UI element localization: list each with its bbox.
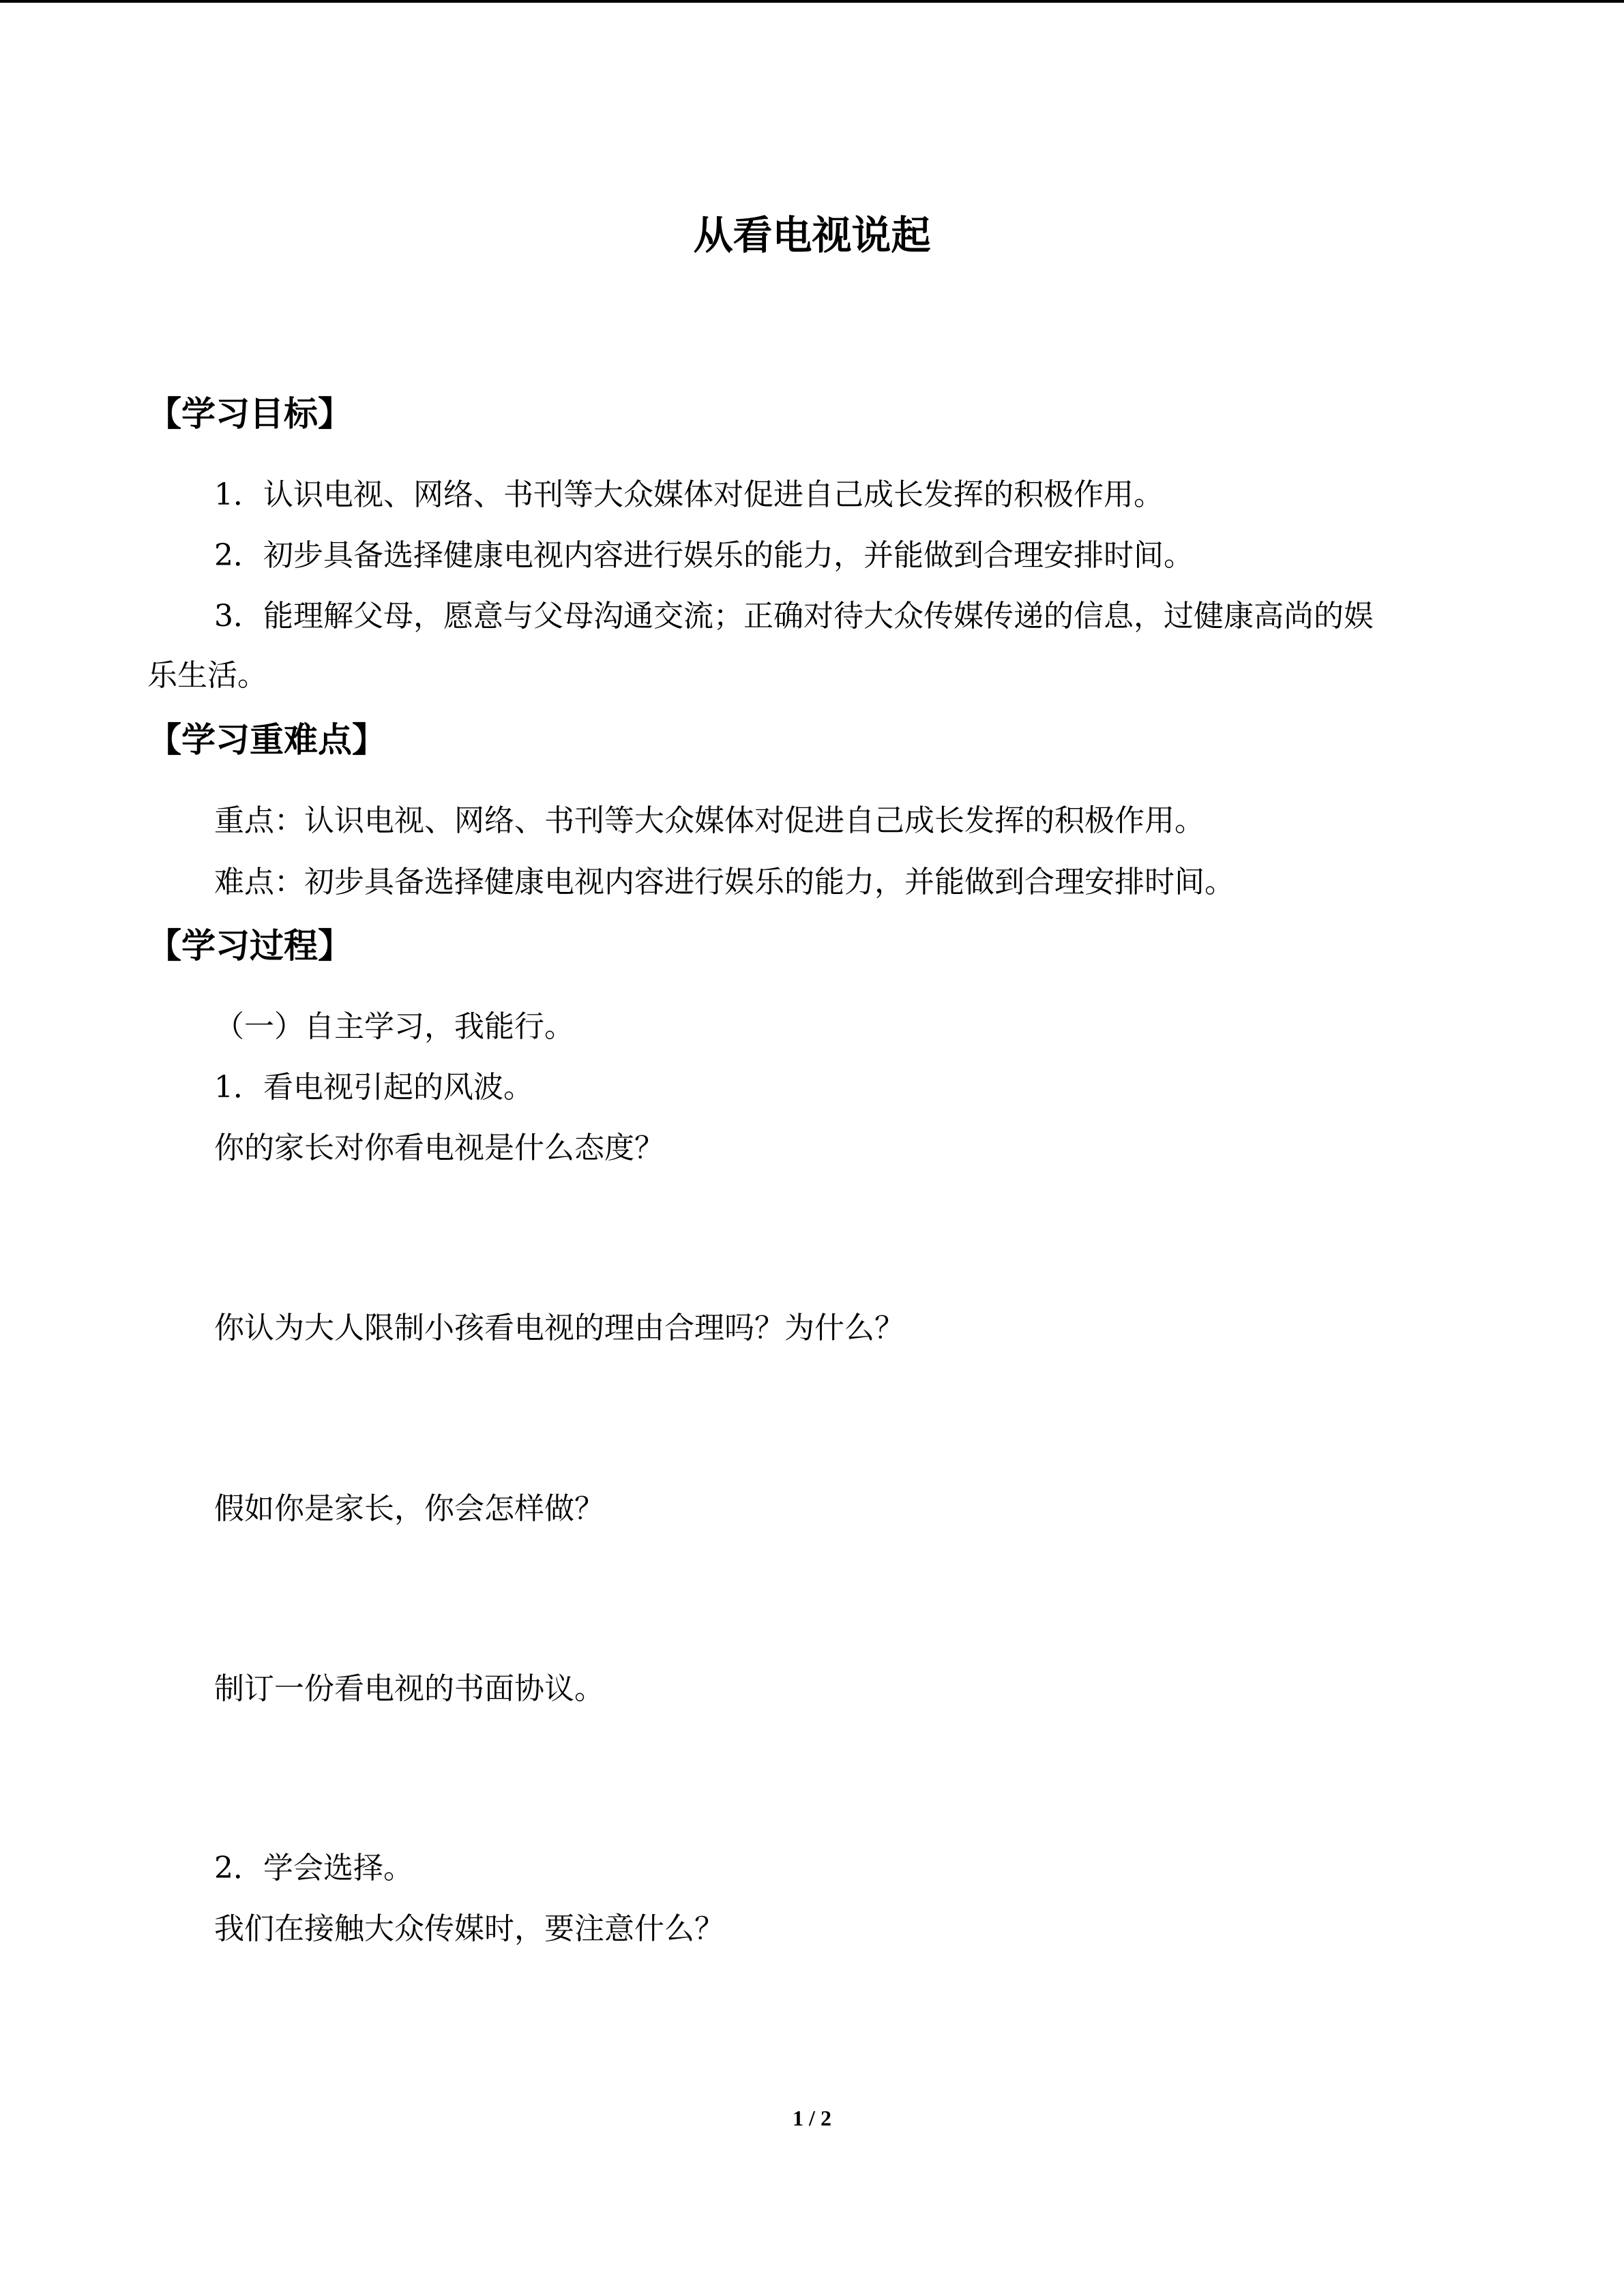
goal-item-3: 3．能理解父母，愿意与父母沟通交流；正确对待大众传媒传递的信息，过健康高尚的娱 xyxy=(214,599,1374,633)
question-media-attention: 我们在接触大众传媒时，要注意什么？ xyxy=(214,1911,724,1946)
goal-item-1: 1．认识电视、网络、书刊等大众媒体对促进自己成长发挥的积极作用。 xyxy=(214,477,1164,512)
goal-item-2: 2．初步具备选择健康电视内容进行娱乐的能力，并能做到合理安排时间。 xyxy=(214,538,1194,573)
key-point-focus: 重点：认识电视、网络、书刊等大众媒体对促进自己成长发挥的积极作用。 xyxy=(214,803,1205,838)
page-number: 1 / 2 xyxy=(793,2106,831,2130)
key-point-difficulty: 难点：初步具备选择健康电视内容进行娱乐的能力，并能做到合理安排时间。 xyxy=(214,865,1235,899)
question-if-parent: 假如你是家长，你会怎样做？ xyxy=(214,1491,604,1526)
document-title: 从看电视说起 xyxy=(693,212,931,258)
section-heading-key-points: 【学习重难点】 xyxy=(147,720,386,760)
top-border-line xyxy=(0,0,1624,3)
section-heading-process: 【学习过程】 xyxy=(147,926,352,966)
question-limit-reason: 你认为大人限制小孩看电视的理由合理吗？为什么？ xyxy=(214,1311,904,1345)
question-parent-attitude: 你的家长对你看电视是什么态度？ xyxy=(214,1131,664,1165)
process-item-tv-dispute: 1．看电视引起的风波。 xyxy=(214,1070,533,1105)
goal-item-3-continued: 乐生活。 xyxy=(147,658,267,693)
process-item-learn-to-choose: 2．学会选择。 xyxy=(214,1851,413,1885)
task-written-agreement: 制订一份看电视的书面协议。 xyxy=(214,1671,604,1706)
section-heading-goals: 【学习目标】 xyxy=(147,394,352,434)
process-subheading-self-study: （一）自主学习，我能行。 xyxy=(214,1009,574,1044)
